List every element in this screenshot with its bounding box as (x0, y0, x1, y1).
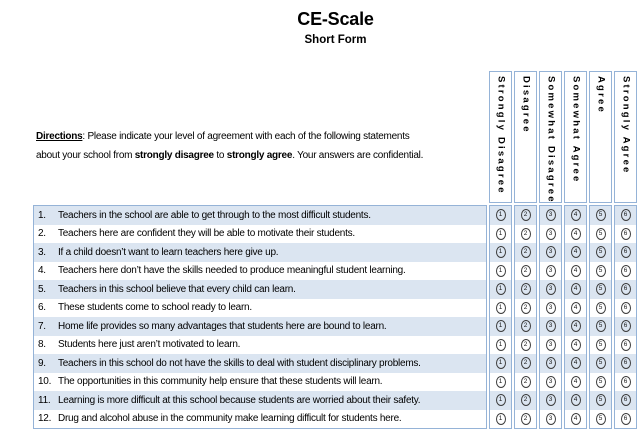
statement-number: 3. (38, 246, 46, 258)
rating-bubble-q4-v1[interactable]: 1 (496, 265, 506, 277)
rating-bubble-q10-v6[interactable]: 6 (621, 376, 631, 388)
rating-bubble-q10-v4[interactable]: 4 (571, 376, 581, 388)
rating-cell-q7-v4 (565, 317, 586, 336)
rating-bubble-q7-v2[interactable]: 2 (521, 320, 531, 332)
rating-bubble-q3-v5[interactable]: 5 (596, 246, 606, 258)
rating-column-2 (514, 205, 537, 429)
rating-cell-q9-v5 (590, 354, 611, 373)
rating-cell-q7-v6 (615, 317, 636, 336)
rating-column-3 (539, 205, 562, 429)
rating-cell-q12-v4 (565, 410, 586, 429)
statement-number: 8. (38, 339, 46, 351)
rating-cell-q5-v5 (590, 280, 611, 299)
statement-number: 6. (38, 302, 46, 314)
statement-number: 1. (38, 209, 46, 221)
rating-bubble-q5-v2[interactable]: 2 (521, 283, 531, 295)
rating-bubble-q2-v6[interactable]: 6 (621, 228, 631, 240)
rating-bubble-q11-v1[interactable]: 1 (496, 394, 506, 406)
rating-cell-q1-v4 (565, 206, 586, 225)
directions-line1 (36, 127, 423, 146)
rating-cell-q2-v2 (515, 225, 536, 244)
rating-bubble-q8-v3[interactable]: 3 (546, 339, 556, 351)
rating-bubble-q6-v4[interactable]: 4 (571, 302, 581, 314)
statement-row-1 (34, 206, 486, 225)
rating-bubble-q9-v6[interactable]: 6 (621, 357, 631, 369)
rating-cell-q8-v1 (490, 336, 511, 355)
rating-bubble-q6-v2[interactable]: 2 (521, 302, 531, 314)
rating-bubble-q9-v3[interactable]: 3 (546, 357, 556, 369)
rating-cell-q11-v6 (615, 391, 636, 410)
rating-bubble-q10-v3[interactable]: 3 (546, 376, 556, 388)
rating-bubble-q2-v4[interactable]: 4 (571, 228, 581, 240)
rating-cell-q10-v1 (490, 373, 511, 392)
statement-row-3 (34, 243, 486, 262)
rating-cell-q4-v2 (515, 262, 536, 281)
rating-cell-q11-v4 (565, 391, 586, 410)
rating-cell-q3-v2 (515, 243, 536, 262)
rating-cell-q4-v1 (490, 262, 511, 281)
statement-text: These students come to school ready to learn. (58, 302, 252, 314)
rating-cell-q10-v6 (615, 373, 636, 392)
statement-row-2 (34, 225, 486, 244)
scale-header-3 (539, 71, 562, 203)
rating-bubble-q2-v2[interactable]: 2 (521, 228, 531, 240)
scale-header-4 (564, 71, 587, 203)
rating-bubble-q7-v6[interactable]: 6 (621, 320, 631, 332)
statement-text: Teachers in the school are able to get through to the most difficult students. (58, 209, 371, 221)
rating-bubble-q9-v5[interactable]: 5 (596, 357, 606, 369)
scale-header-label: Somewhat Disagree (545, 76, 557, 204)
rating-cell-q7-v5 (590, 317, 611, 336)
rating-bubble-q4-v6[interactable]: 6 (621, 265, 631, 277)
rating-column-5 (589, 205, 612, 429)
rating-cell-q9-v4 (565, 354, 586, 373)
rating-cell-q8-v6 (615, 336, 636, 355)
rating-bubble-q7-v1[interactable]: 1 (496, 320, 506, 332)
directions-line2-bold1: strongly disagree (134, 150, 214, 161)
statement-text: Home life provides so many advantages that students here are bound to learn. (58, 320, 387, 332)
rating-column-4 (564, 205, 587, 429)
scale-header-label: Strongly Disagree (495, 76, 507, 195)
rating-bubble-q2-v3[interactable]: 3 (546, 228, 556, 240)
rating-bubble-q5-v1[interactable]: 1 (496, 283, 506, 295)
directions-line1-text: : Please indicate your level of agreement with each of the following statements (82, 131, 410, 142)
rating-bubble-q11-v4[interactable]: 4 (571, 394, 581, 406)
statement-text: The opportunities in this community help ensure that these students will learn. (58, 376, 383, 388)
rating-bubble-q11-v5[interactable]: 5 (596, 394, 606, 406)
rating-bubble-q3-v2[interactable]: 2 (521, 246, 531, 258)
statement-text: If a child doesn’t want to learn teachers here give up. (58, 246, 279, 258)
rating-cell-q9-v3 (540, 354, 561, 373)
rating-cell-q12-v3 (540, 410, 561, 429)
scale-header-label: Somewhat Agree (570, 76, 582, 184)
rating-bubble-q11-v3[interactable]: 3 (546, 394, 556, 406)
rating-cell-q12-v5 (590, 410, 611, 429)
rating-bubble-q3-v3[interactable]: 3 (546, 246, 556, 258)
rating-cell-q6-v1 (490, 299, 511, 318)
scale-header-5 (589, 71, 612, 203)
rating-cell-q9-v2 (515, 354, 536, 373)
statement-number: 4. (38, 265, 46, 277)
rating-cell-q8-v3 (540, 336, 561, 355)
rating-cell-q11-v1 (490, 391, 511, 410)
rating-cell-q6-v2 (515, 299, 536, 318)
directions-line2-mid: to (213, 150, 227, 161)
rating-bubble-q8-v5[interactable]: 5 (596, 339, 606, 351)
rating-bubble-q9-v1[interactable]: 1 (496, 357, 506, 369)
directions-line2-bold2: strongly agree (226, 150, 293, 161)
rating-bubble-q7-v3[interactable]: 3 (546, 320, 556, 332)
rating-cell-q11-v5 (590, 391, 611, 410)
rating-bubble-q1-v2[interactable]: 2 (521, 209, 531, 221)
statement-row-7 (34, 317, 486, 336)
rating-column-1 (489, 205, 512, 429)
rating-cell-q1-v5 (590, 206, 611, 225)
statement-text: Teachers in this school believe that every child can learn. (58, 283, 296, 295)
rating-cell-q10-v5 (590, 373, 611, 392)
statement-row-10 (34, 373, 486, 392)
statement-row-6 (34, 299, 486, 318)
statement-text: Students here just aren’t motivated to learn. (58, 339, 241, 351)
rating-cell-q2-v5 (590, 225, 611, 244)
rating-bubble-q12-v5[interactable]: 5 (596, 413, 606, 425)
rating-cell-q3-v4 (565, 243, 586, 262)
rating-bubble-q5-v3[interactable]: 3 (546, 283, 556, 295)
rating-cell-q5-v2 (515, 280, 536, 299)
rating-bubble-q4-v4[interactable]: 4 (571, 265, 581, 277)
statement-row-9 (34, 354, 486, 373)
rating-bubble-q10-v2[interactable]: 2 (521, 376, 531, 388)
title-block (33, 9, 638, 46)
page-subtitle: Short Form (304, 34, 367, 46)
rating-bubble-q1-v4[interactable]: 4 (571, 209, 581, 221)
statement-row-12 (34, 410, 486, 429)
rating-bubble-q6-v5[interactable]: 5 (596, 302, 606, 314)
rating-cell-q4-v6 (615, 262, 636, 281)
rating-cell-q10-v4 (565, 373, 586, 392)
statement-text: Teachers in this school do not have the skills to deal with student disciplinary problems. (58, 357, 421, 369)
statement-row-5 (34, 280, 486, 299)
rating-cell-q12-v2 (515, 410, 536, 429)
rating-bubble-q7-v5[interactable]: 5 (596, 320, 606, 332)
statements-table (33, 205, 487, 429)
rating-bubble-q5-v4[interactable]: 4 (571, 283, 581, 295)
rating-bubble-q1-v1[interactable]: 1 (496, 209, 506, 221)
rating-cell-q3-v1 (490, 243, 511, 262)
rating-bubble-q4-v5[interactable]: 5 (596, 265, 606, 277)
rating-bubble-q8-v6[interactable]: 6 (621, 339, 631, 351)
scale-header-label: Agree (595, 76, 607, 114)
rating-bubble-q5-v5[interactable]: 5 (596, 283, 606, 295)
rating-cell-q6-v5 (590, 299, 611, 318)
statement-text: Drug and alcohol abuse in the community make learning difficult for students here. (58, 413, 402, 425)
statement-row-4 (34, 262, 486, 281)
rating-cell-q11-v2 (515, 391, 536, 410)
rating-cell-q3-v5 (590, 243, 611, 262)
page-title: CE-Scale (297, 9, 374, 29)
rating-bubble-q12-v1[interactable]: 1 (496, 413, 506, 425)
rating-bubble-q2-v5[interactable]: 5 (596, 228, 606, 240)
rating-bubble-q3-v6[interactable]: 6 (621, 246, 631, 258)
statement-row-8 (34, 336, 486, 355)
rating-cell-q7-v3 (540, 317, 561, 336)
rating-bubble-q6-v6[interactable]: 6 (621, 302, 631, 314)
rating-cell-q4-v3 (540, 262, 561, 281)
rating-cell-q8-v5 (590, 336, 611, 355)
rating-cell-q5-v6 (615, 280, 636, 299)
rating-cell-q7-v1 (490, 317, 511, 336)
rating-cell-q2-v3 (540, 225, 561, 244)
rating-cell-q6-v4 (565, 299, 586, 318)
rating-cell-q5-v3 (540, 280, 561, 299)
rating-cell-q9-v6 (615, 354, 636, 373)
rating-cell-q12-v6 (615, 410, 636, 429)
statement-text: Teachers here are confident they will be able to motivate their students. (58, 228, 355, 240)
rating-cell-q9-v1 (490, 354, 511, 373)
rating-bubble-q5-v6[interactable]: 6 (621, 283, 631, 295)
statement-text: Learning is more difficult at this school because students are worried about their safety. (58, 394, 421, 406)
rating-bubble-q9-v2[interactable]: 2 (521, 357, 531, 369)
scale-headers (489, 71, 637, 203)
rating-bubble-q1-v6[interactable]: 6 (621, 209, 631, 221)
rating-cell-q5-v4 (565, 280, 586, 299)
rating-bubble-q3-v1[interactable]: 1 (496, 246, 506, 258)
statement-text: Teachers here don’t have the skills needed to produce meaningful student learning. (58, 265, 406, 277)
rating-cell-q2-v6 (615, 225, 636, 244)
rating-cell-q1-v2 (515, 206, 536, 225)
statement-number: 10. (38, 376, 52, 388)
scale-header-2 (514, 71, 537, 203)
rating-bubble-q8-v2[interactable]: 2 (521, 339, 531, 351)
statement-number: 7. (38, 320, 46, 332)
directions-label: Directions (36, 131, 83, 142)
rating-cell-q1-v6 (615, 206, 636, 225)
rating-bubble-q8-v1[interactable]: 1 (496, 339, 506, 351)
directions (36, 127, 423, 165)
rating-bubble-q6-v1[interactable]: 1 (496, 302, 506, 314)
rating-cell-q5-v1 (490, 280, 511, 299)
statement-number: 5. (38, 283, 46, 295)
rating-bubble-q11-v2[interactable]: 2 (521, 394, 531, 406)
directions-line2-post: . Your answers are confidential. (292, 150, 424, 161)
rating-cell-q6-v6 (615, 299, 636, 318)
rating-cell-q11-v3 (540, 391, 561, 410)
rating-cell-q7-v2 (515, 317, 536, 336)
rating-cell-q6-v3 (540, 299, 561, 318)
rating-column-6 (614, 205, 637, 429)
directions-line2-pre: about your school from (36, 150, 135, 161)
rating-bubble-q10-v5[interactable]: 5 (596, 376, 606, 388)
scale-header-label: Strongly Agree (620, 76, 632, 175)
rating-bubble-q9-v4[interactable]: 4 (571, 357, 581, 369)
rating-bubble-q1-v5[interactable]: 5 (596, 209, 606, 221)
rating-bubble-q7-v4[interactable]: 4 (571, 320, 581, 332)
rating-bubble-q4-v2[interactable]: 2 (521, 265, 531, 277)
rating-cell-q8-v2 (515, 336, 536, 355)
scale-header-1 (489, 71, 512, 203)
directions-line2 (36, 146, 423, 165)
rating-grid (489, 205, 637, 429)
statement-number: 9. (38, 357, 46, 369)
rating-bubble-q6-v3[interactable]: 3 (546, 302, 556, 314)
rating-cell-q10-v2 (515, 373, 536, 392)
statement-row-11 (34, 391, 486, 410)
rating-bubble-q11-v6[interactable]: 6 (621, 394, 631, 406)
statement-number: 12. (38, 413, 52, 425)
scale-header-6 (614, 71, 637, 203)
rating-bubble-q12-v4[interactable]: 4 (571, 413, 581, 425)
scale-header-label: Disagree (520, 76, 532, 134)
rating-cell-q1-v3 (540, 206, 561, 225)
rating-bubble-q8-v4[interactable]: 4 (571, 339, 581, 351)
rating-cell-q10-v3 (540, 373, 561, 392)
rating-cell-q4-v5 (590, 262, 611, 281)
rating-cell-q4-v4 (565, 262, 586, 281)
statement-number: 11. (38, 394, 51, 406)
rating-bubble-q12-v3[interactable]: 3 (546, 413, 556, 425)
rating-bubble-q3-v4[interactable]: 4 (571, 246, 581, 258)
rating-cell-q3-v3 (540, 243, 561, 262)
rating-bubble-q12-v2[interactable]: 2 (521, 413, 531, 425)
rating-cell-q3-v6 (615, 243, 636, 262)
rating-cell-q1-v1 (490, 206, 511, 225)
rating-cell-q2-v1 (490, 225, 511, 244)
rating-bubble-q4-v3[interactable]: 3 (546, 265, 556, 277)
rating-bubble-q12-v6[interactable]: 6 (621, 413, 631, 425)
statement-number: 2. (38, 228, 46, 240)
rating-bubble-q2-v1[interactable]: 1 (496, 228, 506, 240)
rating-cell-q2-v4 (565, 225, 586, 244)
rating-bubble-q1-v3[interactable]: 3 (546, 209, 556, 221)
rating-cell-q8-v4 (565, 336, 586, 355)
rating-cell-q12-v1 (490, 410, 511, 429)
rating-bubble-q10-v1[interactable]: 1 (496, 376, 506, 388)
